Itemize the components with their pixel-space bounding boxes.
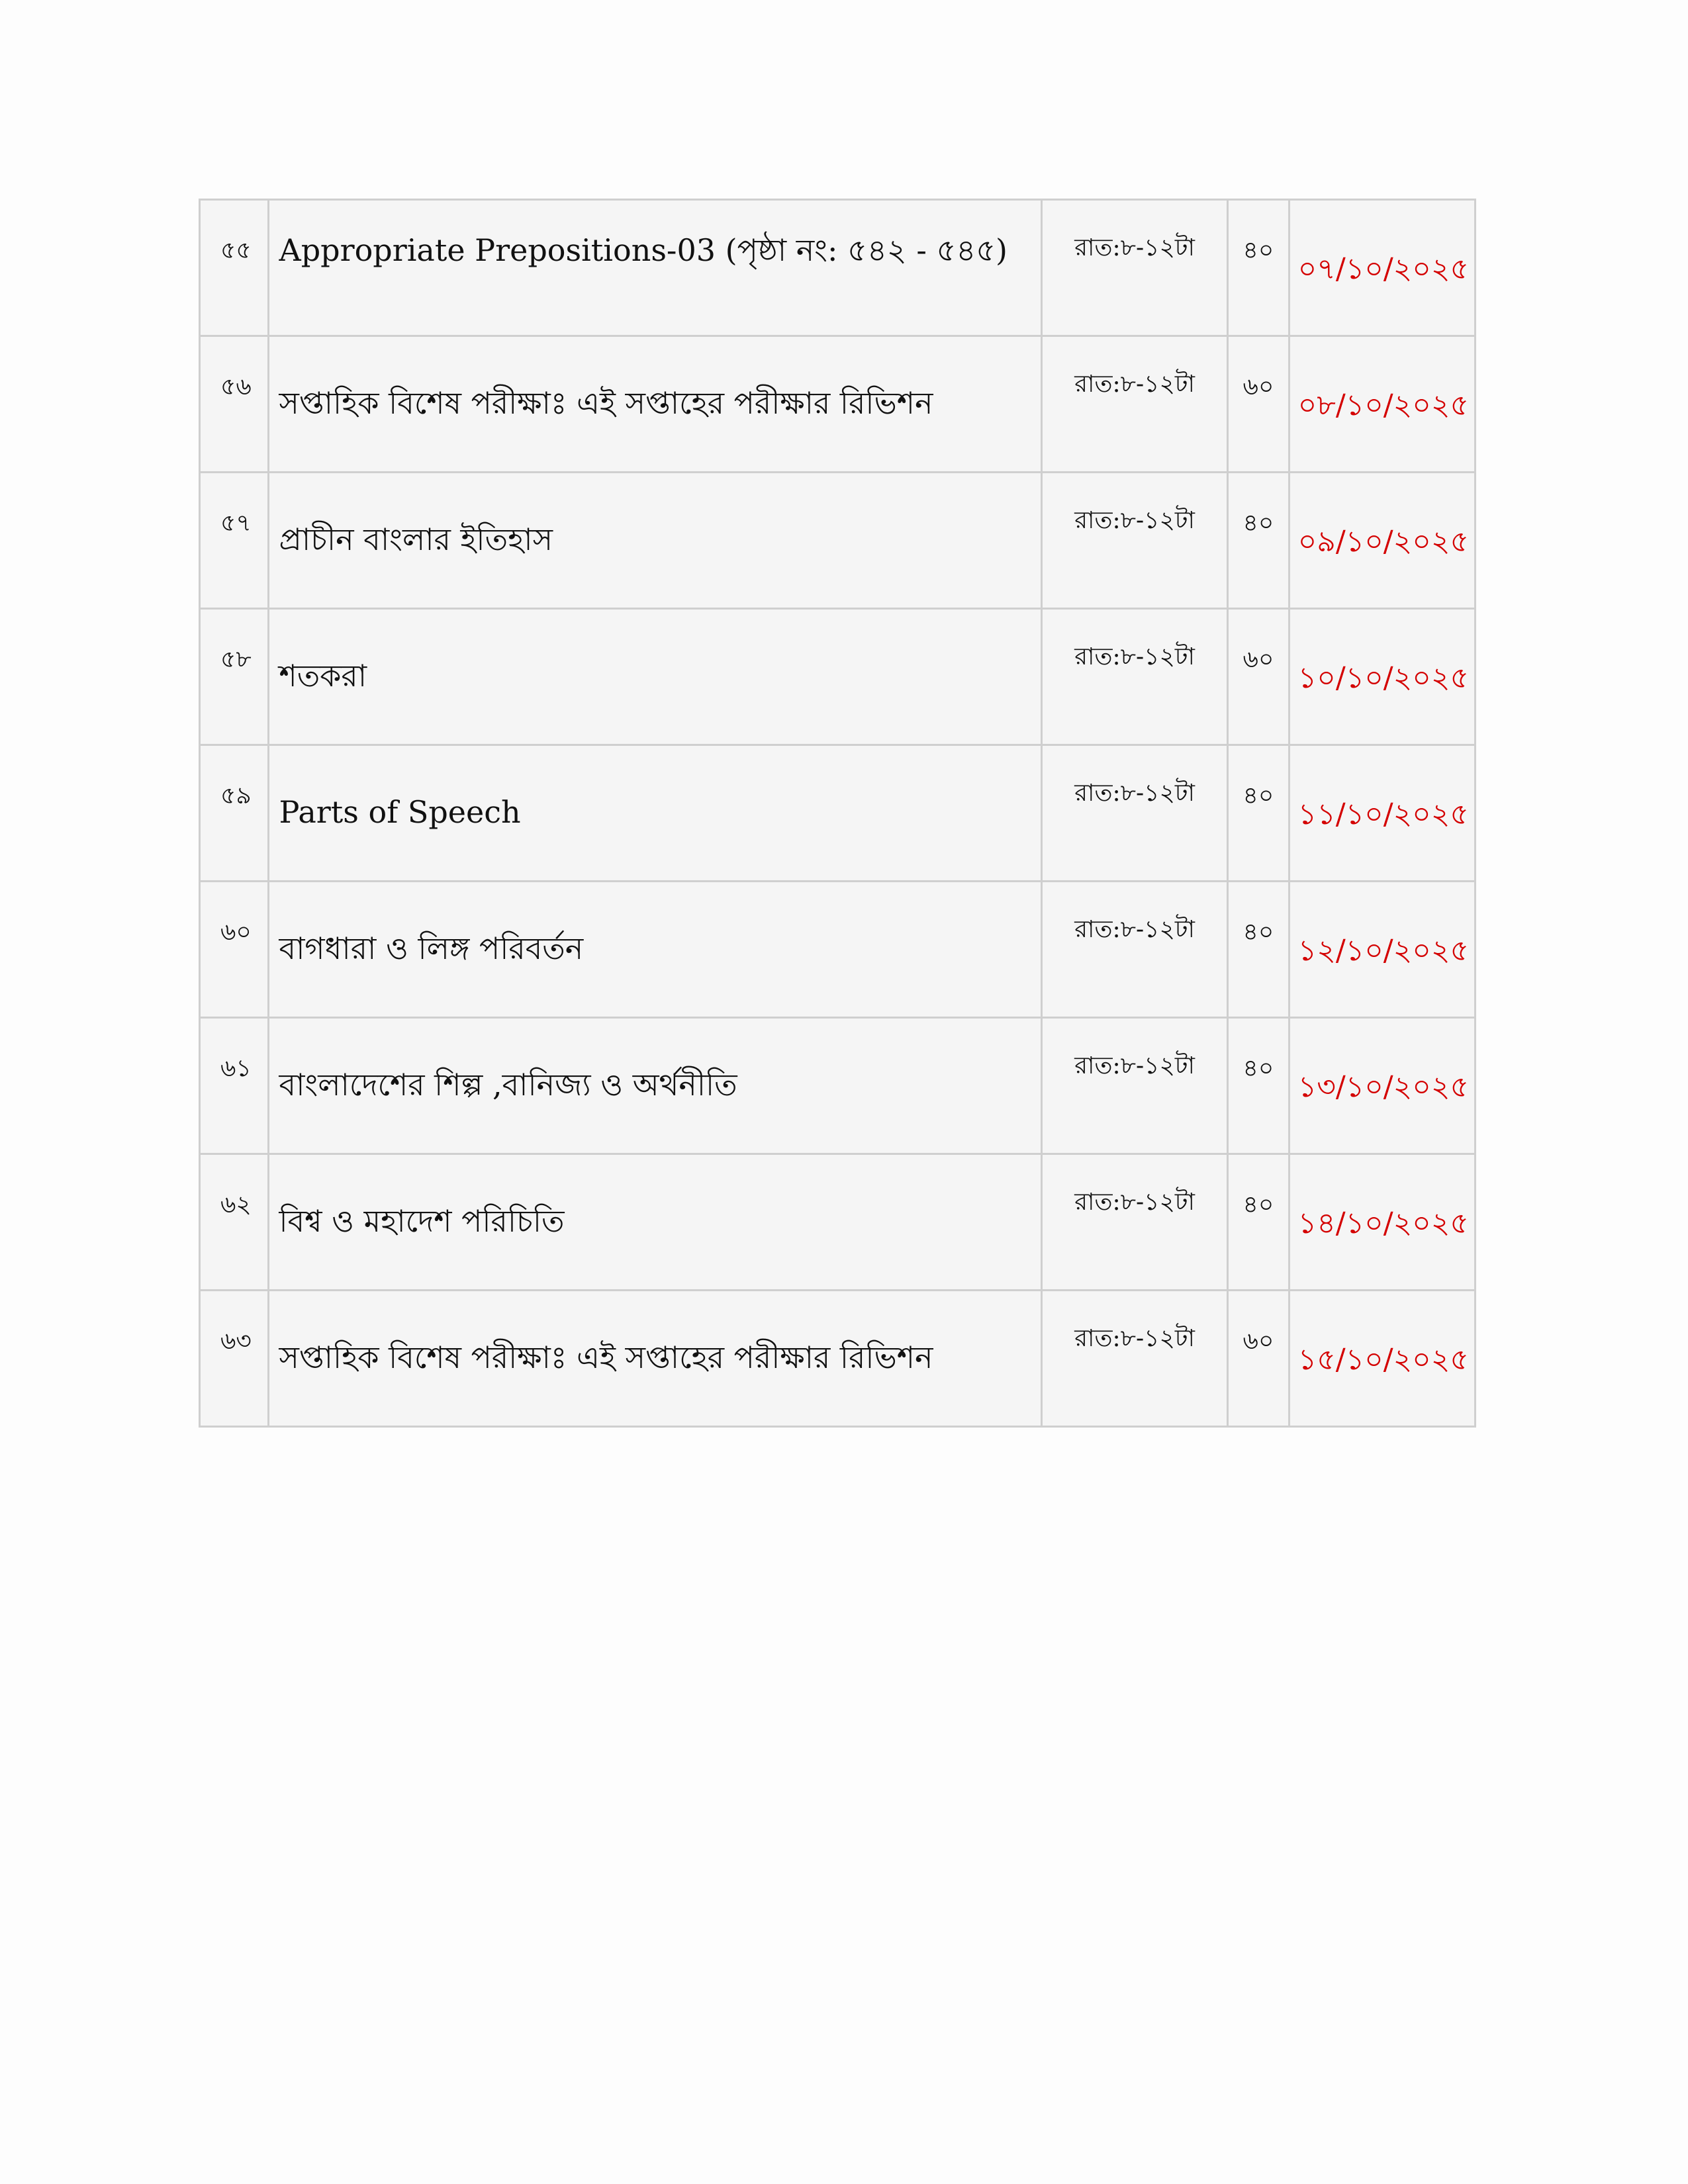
table-row [200,200,1476,336]
marks-text: ৪০ [1243,237,1274,264]
date-text: ০৭/১০/২০২৫ [1297,252,1470,286]
date-text: ১৫/১০/২০২৫ [1297,1343,1469,1377]
table-row [200,336,1476,473]
serial-cell [200,1291,269,1427]
date-text: ১০/১০/২০২৫ [1297,661,1470,695]
serial-cell [200,200,269,336]
topic-cell [269,336,1041,473]
topic-text: Parts of Speech [279,794,521,830]
serial-cell [200,1018,269,1154]
serial-cell [200,882,269,1018]
time-cell [1041,1291,1227,1427]
topic-text: সপ্তাহিক বিশেষ পরীক্ষাঃ এই সপ্তাহের পরীক্ষার রিভিশন [279,385,933,421]
time-text: রাত:৮-১২টা [1074,371,1195,398]
table-row [200,1154,1476,1291]
date-cell [1289,473,1475,609]
time-text: রাত:৮-১২টা [1074,780,1195,807]
date-cell [1289,745,1475,882]
serial-cell [200,336,269,473]
time-text: রাত:৮-১২টা [1074,507,1195,534]
time-cell [1041,609,1227,745]
time-cell [1041,745,1227,882]
topic-text: বিশ্ব ও মহাদেশ পরিচিতি [279,1203,565,1239]
marks-cell [1228,1154,1289,1291]
table-row [200,1291,1476,1427]
time-cell [1041,473,1227,609]
date-text: ০৮/১০/২০২৫ [1297,388,1470,422]
marks-cell [1228,473,1289,609]
date-text: ০৯/১০/২০২৫ [1297,525,1470,559]
table-row [200,609,1476,745]
date-cell [1289,336,1475,473]
topic-cell [269,609,1041,745]
time-cell [1041,1154,1227,1291]
topic-cell [269,1291,1041,1427]
marks-cell [1228,882,1289,1018]
time-text: রাত:৮-১২টা [1074,1325,1195,1352]
serial-text: ৫৫ [220,237,252,264]
time-text: রাত:৮-১২টা [1074,234,1195,261]
marks-text: ৪০ [1243,919,1274,946]
time-cell [1041,882,1227,1018]
serial-cell [200,745,269,882]
exam-schedule-body [200,200,1476,1427]
serial-text: ৬২ [220,1191,252,1218]
date-cell [1289,1291,1475,1427]
date-text: ১২/১০/২০২৫ [1297,934,1470,968]
exam-schedule-table [199,199,1476,1428]
date-cell [1289,882,1475,1018]
marks-text: ৪০ [1243,1055,1274,1082]
table-row [200,1018,1476,1154]
date-cell [1289,609,1475,745]
topic-cell [269,745,1041,882]
date-text: ১৩/১০/২০২৫ [1297,1070,1470,1104]
topic-cell [269,200,1041,336]
table-row [200,745,1476,882]
marks-text: ৬০ [1243,373,1274,400]
serial-text: ৫৭ [220,510,252,537]
topic-cell [269,473,1041,609]
serial-text: ৫৬ [220,373,252,400]
serial-text: ৫৯ [220,782,252,809]
topic-text: বাগধারা ও লিঙ্গ পরিবর্তন [279,931,584,966]
serial-text: ৬০ [220,919,252,946]
marks-cell [1228,1291,1289,1427]
topic-text: শতকরা [279,658,367,694]
topic-cell [269,882,1041,1018]
marks-text: ৪০ [1243,782,1274,809]
topic-cell [269,1154,1041,1291]
table-row [200,882,1476,1018]
date-cell [1289,1018,1475,1154]
date-text: ১১/১০/২০২৫ [1297,797,1469,831]
time-text: রাত:৮-১২টা [1074,1052,1195,1079]
marks-cell [1228,200,1289,336]
time-text: রাত:৮-১২টা [1074,643,1195,670]
serial-text: ৬১ [220,1055,252,1082]
serial-cell [200,609,269,745]
topic-text: প্রাচীন বাংলার ইতিহাস [279,522,553,557]
marks-text: ৪০ [1243,1191,1274,1218]
marks-cell [1228,609,1289,745]
serial-cell [200,473,269,609]
serial-text: ৬৩ [220,1328,252,1355]
time-text: রাত:৮-১২টা [1074,916,1195,943]
time-cell [1041,336,1227,473]
marks-text: ৬০ [1243,1328,1274,1355]
table-row [200,473,1476,609]
marks-text: ৪০ [1243,510,1274,537]
marks-cell [1228,745,1289,882]
topic-cell [269,1018,1041,1154]
topic-text: সপ্তাহিক বিশেষ পরীক্ষাঃ এই সপ্তাহের পরীক্ষার রিভিশন [279,1340,933,1375]
topic-text: Appropriate Prepositions-03 (পৃষ্ঠা নং: ৫৪২ - ৫৪৫) [279,232,1008,268]
time-cell [1041,200,1227,336]
serial-cell [200,1154,269,1291]
topic-text: বাংলাদেশের শিল্প ,বানিজ্য ও অর্থনীতি [279,1067,737,1103]
date-text: ১৪/১০/২০২৫ [1297,1206,1469,1240]
marks-text: ৬০ [1243,646,1274,673]
marks-cell [1228,336,1289,473]
time-text: রাত:৮-১২টা [1074,1189,1195,1216]
serial-text: ৫৮ [220,646,252,673]
date-cell [1289,200,1475,336]
time-cell [1041,1018,1227,1154]
date-cell [1289,1154,1475,1291]
marks-cell [1228,1018,1289,1154]
